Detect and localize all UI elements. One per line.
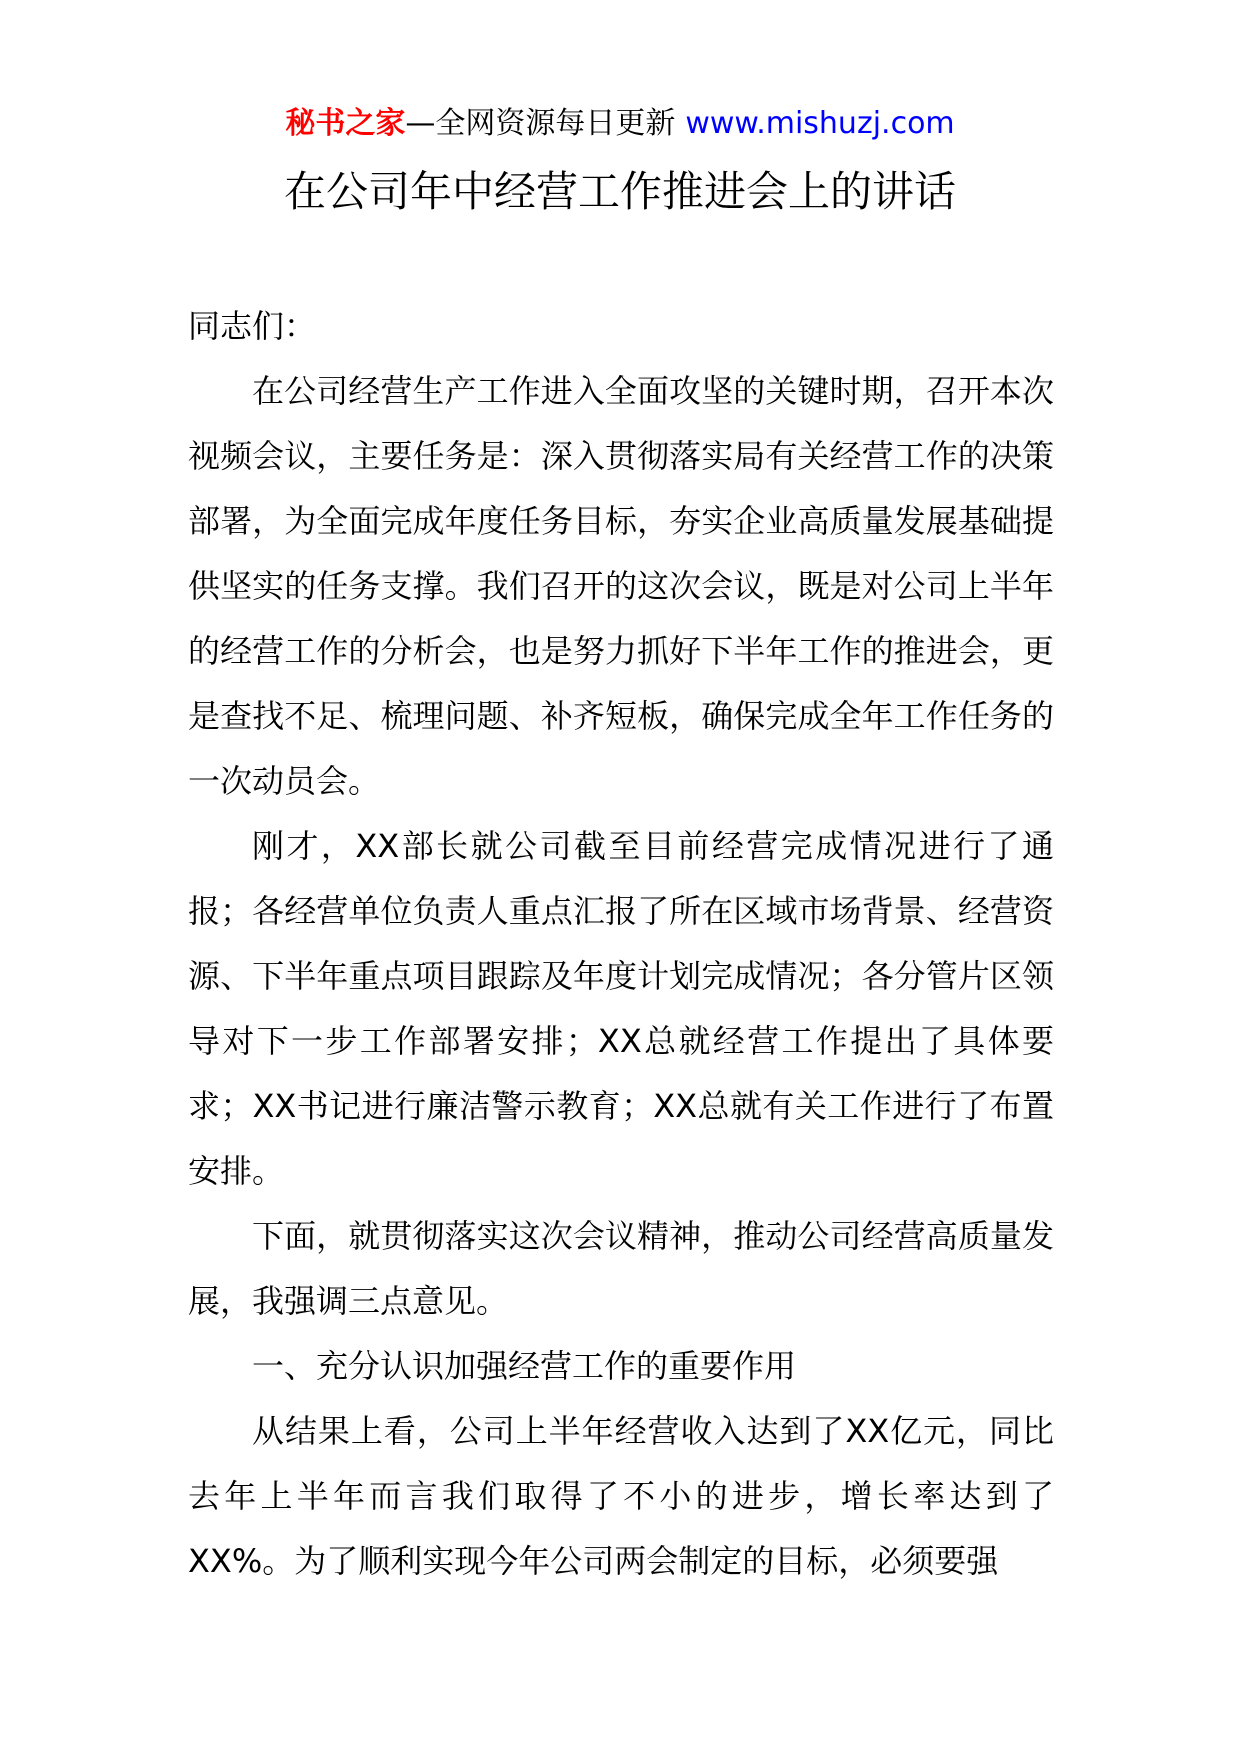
paragraph: 从结果上看，公司上半年经营收入达到了XX亿元，同比去年上半年而言我们取得了不小的进步，增长率达到了XX%。为了顺利实现今年公司两会制定的目标，必须要强 (188, 1412, 1054, 1580)
header-url-link[interactable]: www.mishuzj.com (685, 106, 955, 141)
paragraph: 在公司经营生产工作进入全面攻坚的关键时期，召开本次视频会议，主要任务是：深入贯彻落实局有关经营工作的决策部署，为全面完成年度任务目标，夯实企业高质量发展基础提供坚实的任务支撑。我们召开的这次会议，既是对公司上半年的经营工作的分析会，也是努力抓好下半年工作的推进会，更是查找不足、梳理问题、补齐短板，确保完成全年工作任务的一次动员会。 (188, 372, 1054, 800)
header-banner (0, 102, 1240, 146)
header-slogan: —全网资源每日更新 (405, 106, 676, 141)
section-heading: 一、充分认识加强经营工作的重要作用 (252, 1347, 797, 1385)
paragraph: 刚才，XX部长就公司截至目前经营完成情况进行了通报；各经营单位负责人重点汇报了所在区域市场背景、经营资源、下半年重点项目跟踪及年度计划完成情况；各分管片区领导对下一步工作部署安排；XX总就经营工作提出了具体要求；XX书记进行廉洁警示教育；XX总就有关工作进行了布置安排。 (188, 827, 1054, 1190)
paragraph: 下面，就贯彻落实这次会议精神，推动公司经营高质量发展，我强调三点意见。 (188, 1217, 1054, 1320)
salutation: 同志们： (188, 307, 317, 345)
header-brand: 秘书之家 (285, 106, 406, 141)
document-body (188, 294, 1054, 1594)
document-title: 在公司年中经营工作推进会上的讲话 (283, 167, 956, 216)
